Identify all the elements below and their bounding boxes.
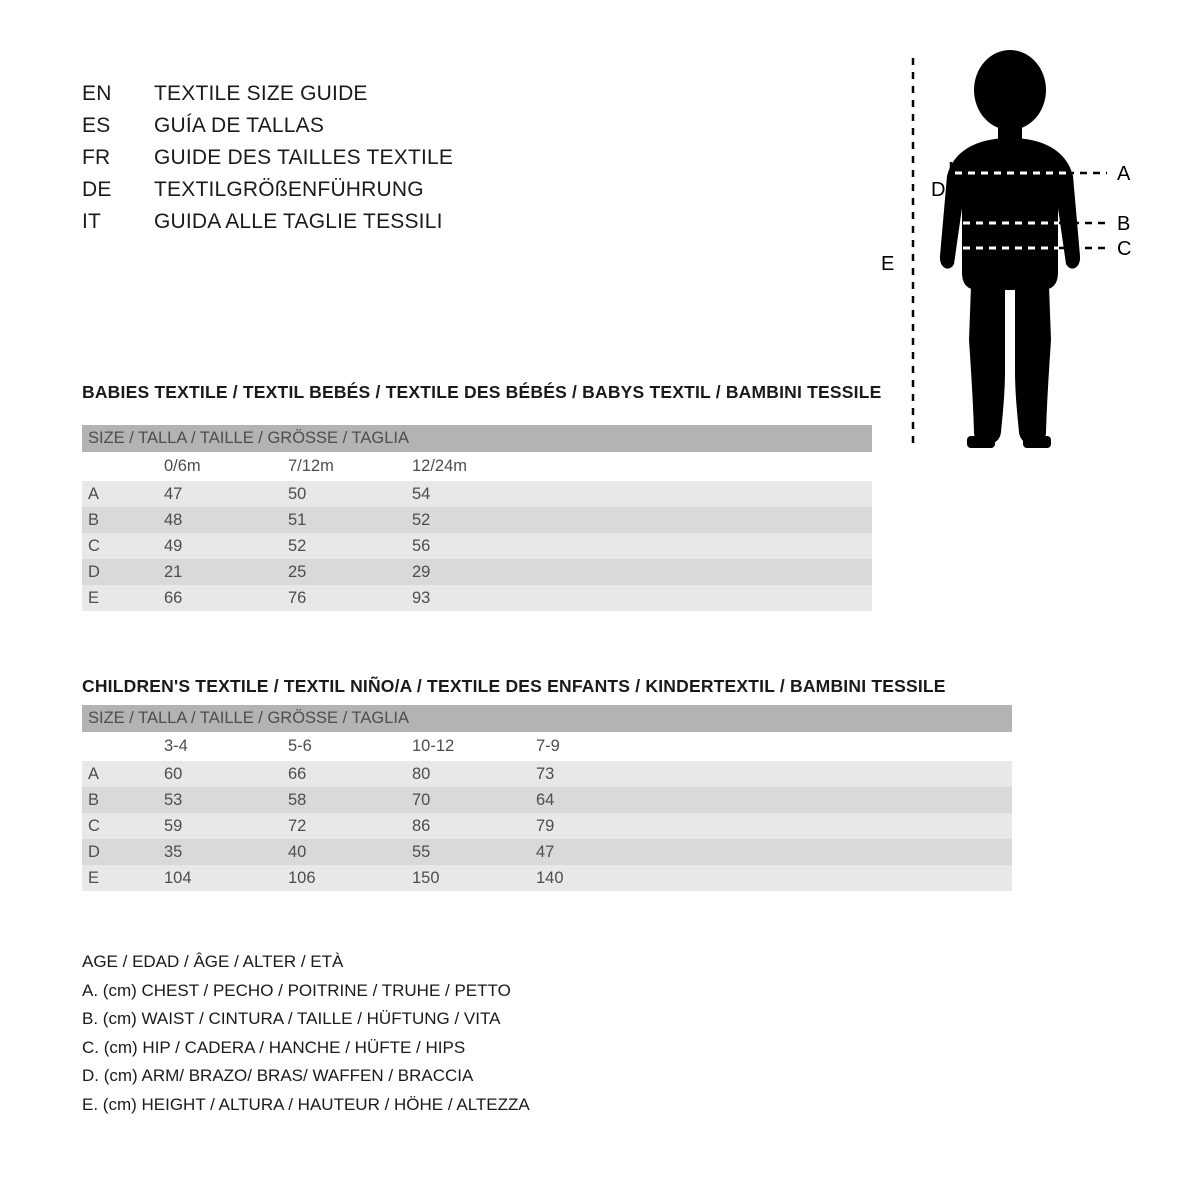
spacer-cell (530, 481, 872, 507)
language-title: TEXTILE SIZE GUIDE (154, 82, 368, 105)
cell: 25 (282, 559, 406, 585)
cell: 56 (406, 533, 530, 559)
table-row (82, 865, 1012, 891)
children-size-band-label: SIZE / TALLA / TAILLE / GRÖSSE / TAGLIA (82, 705, 1012, 732)
spacer-cell (654, 813, 1012, 839)
language-code: DE (82, 178, 112, 201)
spacer-cell (530, 507, 872, 533)
children-size-3: 7-9 (530, 732, 654, 761)
spacer-cell (654, 839, 1012, 865)
row-label: A (82, 761, 158, 787)
cell: 40 (282, 839, 406, 865)
table-row (82, 533, 872, 559)
legend-line-a: A. (cm) CHEST / PECHO / POITRINE / TRUHE / PETTO (82, 980, 511, 1000)
label-b: B (1117, 213, 1131, 235)
language-title-block (82, 78, 602, 238)
table-row (82, 481, 872, 507)
cell: 55 (406, 839, 530, 865)
children-section-title: CHILDREN'S TEXTILE / TEXTIL NIÑO/A / TEXTILE DES ENFANTS / KINDERTEXTIL / BAMBINI TESSILE (82, 676, 946, 696)
legend-line-age: AGE / EDAD / ÂGE / ALTER / ETÀ (82, 952, 344, 971)
table-header-band (82, 425, 872, 452)
children-size-table (82, 705, 1012, 891)
cell: 70 (406, 787, 530, 813)
label-e: E (881, 253, 895, 275)
cell: 49 (158, 533, 282, 559)
row-label: E (82, 865, 158, 891)
children-size-1: 5-6 (282, 732, 406, 761)
language-title: TEXTILGRÖßENFÜHRUNG (154, 178, 424, 201)
babies-section-title: BABIES TEXTILE / TEXTIL BEBÉS / TEXTILE DES BÉBÉS / BABYS TEXTIL / BAMBINI TESSILE (82, 382, 882, 402)
cell: 66 (282, 761, 406, 787)
cell: 73 (530, 761, 654, 787)
language-title: GUÍA DE TALLAS (154, 114, 325, 137)
row-label: B (82, 507, 158, 533)
cell: 52 (406, 507, 530, 533)
cell: 29 (406, 559, 530, 585)
label-d: D (931, 179, 946, 201)
language-code: IT (82, 210, 102, 233)
measurement-legend (82, 948, 530, 1119)
row-label: C (82, 533, 158, 559)
spacer-cell (530, 533, 872, 559)
babies-size-1: 7/12m (282, 452, 406, 481)
language-row (82, 110, 602, 142)
cell: 53 (158, 787, 282, 813)
cell: 104 (158, 865, 282, 891)
babies-size-0: 0/6m (158, 452, 282, 481)
language-row (82, 78, 602, 110)
table-row (82, 761, 1012, 787)
language-row (82, 174, 602, 206)
language-code: EN (82, 82, 112, 105)
cell: 76 (282, 585, 406, 611)
legend-line-b: B. (cm) WAIST / CINTURA / TAILLE / HÜFTUNG / VITA (82, 1009, 501, 1028)
cell: 35 (158, 839, 282, 865)
language-title: GUIDA ALLE TAGLIE TESSILI (154, 210, 443, 233)
cell: 93 (406, 585, 530, 611)
table-row (82, 585, 872, 611)
cell: 54 (406, 481, 530, 507)
empty-corner (82, 452, 158, 481)
cell: 47 (530, 839, 654, 865)
spacer-cell (654, 732, 1012, 761)
cell: 52 (282, 533, 406, 559)
row-label: D (82, 839, 158, 865)
spacer-cell (654, 787, 1012, 813)
cell: 106 (282, 865, 406, 891)
empty-corner (82, 732, 158, 761)
row-label: B (82, 787, 158, 813)
legend-line-d: D. (cm) ARM/ BRAZO/ BRAS/ WAFFEN / BRACCIA (82, 1066, 474, 1085)
cell: 140 (530, 865, 654, 891)
cell: 86 (406, 813, 530, 839)
row-label: D (82, 559, 158, 585)
children-size-2: 10-12 (406, 732, 530, 761)
spacer-cell (530, 585, 872, 611)
cell: 60 (158, 761, 282, 787)
language-code: ES (82, 114, 111, 137)
table-row (82, 839, 1012, 865)
language-code: FR (82, 146, 111, 169)
cell: 79 (530, 813, 654, 839)
label-c: C (1117, 238, 1132, 260)
row-label: A (82, 481, 158, 507)
label-a: A (1117, 163, 1131, 185)
table-row (82, 507, 872, 533)
babies-size-band-label: SIZE / TALLA / TAILLE / GRÖSSE / TAGLIA (82, 425, 872, 452)
cell: 64 (530, 787, 654, 813)
cell: 50 (282, 481, 406, 507)
cell: 48 (158, 507, 282, 533)
body-measurement-diagram (855, 40, 1155, 460)
cell: 21 (158, 559, 282, 585)
table-header-band (82, 705, 1012, 732)
cell: 47 (158, 481, 282, 507)
cell: 72 (282, 813, 406, 839)
children-sizes-row (82, 732, 1012, 761)
row-label: C (82, 813, 158, 839)
babies-size-2: 12/24m (406, 452, 530, 481)
spacer-cell (654, 761, 1012, 787)
table-row (82, 787, 1012, 813)
spacer-cell (654, 865, 1012, 891)
language-row (82, 142, 602, 174)
cell: 150 (406, 865, 530, 891)
table-row (82, 559, 872, 585)
language-title: GUIDE DES TAILLES TEXTILE (154, 146, 454, 169)
children-size-0: 3-4 (158, 732, 282, 761)
table-row (82, 813, 1012, 839)
cell: 59 (158, 813, 282, 839)
spacer-cell (530, 452, 872, 481)
cell: 66 (158, 585, 282, 611)
language-row (82, 206, 602, 238)
cell: 51 (282, 507, 406, 533)
spacer-cell (530, 559, 872, 585)
cell: 80 (406, 761, 530, 787)
babies-size-table (82, 425, 872, 611)
babies-sizes-row (82, 452, 872, 481)
row-label: E (82, 585, 158, 611)
cell: 58 (282, 787, 406, 813)
legend-line-e: E. (cm) HEIGHT / ALTURA / HAUTEUR / HÖHE / ALTEZZA (82, 1094, 530, 1114)
legend-line-c: C. (cm) HIP / CADERA / HANCHE / HÜFTE / HIPS (82, 1037, 466, 1057)
